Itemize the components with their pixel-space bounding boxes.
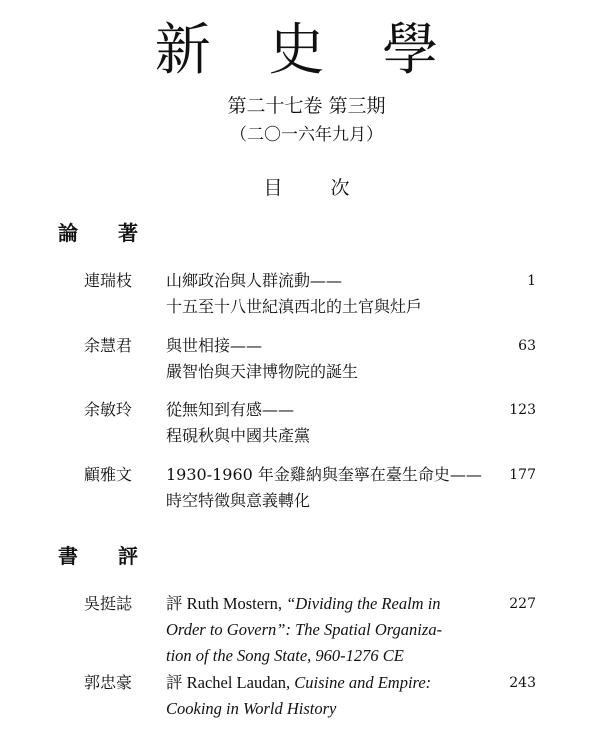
section-title-articles	[58, 220, 138, 246]
article-subtitle-line: 十五至十八世紀滇西北的土官與灶戶	[166, 297, 423, 316]
article-title-line: 1930-1960 年金雞納與奎寧在臺生命史——	[166, 465, 482, 484]
review-title	[166, 670, 496, 722]
section-title-right: 評	[118, 544, 138, 568]
article-title	[166, 462, 496, 514]
page-number: 243	[509, 675, 536, 691]
review-title-line: Order to Govern”: The Spatial Organiza-	[166, 620, 443, 639]
article-author: 連瑞枝	[84, 271, 133, 290]
section-title-left: 書	[58, 544, 78, 568]
page-number: 1	[527, 273, 536, 289]
review-author: 郭忠豪	[84, 673, 133, 692]
review-title	[166, 591, 496, 669]
section-title-reviews	[58, 543, 138, 569]
article-title-line: 山鄉政治與人群流動——	[166, 271, 343, 290]
article-title	[166, 397, 496, 449]
review-prefix: 評 Ruth Mostern,	[166, 594, 287, 613]
review-prefix: 評 Rachel Laudan,	[166, 673, 295, 692]
page-number: 227	[509, 596, 536, 612]
review-title-line: Cooking in World History	[166, 699, 337, 718]
review-book-title: Cuisine and Empire:	[294, 673, 432, 692]
article-subtitle-line: 程硯秋與中國共產黨	[166, 426, 311, 445]
toc-heading-left: 目	[263, 177, 283, 199]
section-title-left: 論	[58, 221, 78, 245]
article-title-line: 與世相接——	[166, 336, 263, 355]
issue-date: （二〇一六年九月）	[230, 125, 383, 145]
journal-title: 新 史 學	[154, 18, 459, 83]
review-book-title: “Dividing the Realm in	[286, 594, 441, 613]
article-author: 顧雅文	[84, 465, 133, 484]
article-subtitle-line: 時空特徵與意義轉化	[166, 491, 311, 510]
article-title-line: 從無知到有感——	[166, 400, 295, 419]
article-author: 余敏玲	[84, 400, 133, 419]
page-number: 123	[509, 402, 536, 418]
page-number: 177	[509, 467, 536, 483]
page-number: 63	[518, 338, 536, 354]
review-author: 吳挺誌	[84, 594, 133, 613]
section-title-right: 著	[118, 221, 138, 245]
review-title-line: tion of the Song State, 960-1276 CE	[166, 646, 404, 665]
toc-heading	[0, 176, 613, 200]
review-title-line	[166, 670, 496, 696]
review-title-line	[166, 591, 496, 617]
article-title	[166, 268, 496, 320]
volume-issue: 第二十七卷 第三期	[227, 95, 386, 117]
article-subtitle-line: 嚴智怡與天津博物院的誕生	[166, 362, 359, 381]
toc-heading-right: 次	[330, 177, 350, 199]
article-author: 余慧君	[84, 336, 133, 355]
article-title	[166, 333, 496, 385]
